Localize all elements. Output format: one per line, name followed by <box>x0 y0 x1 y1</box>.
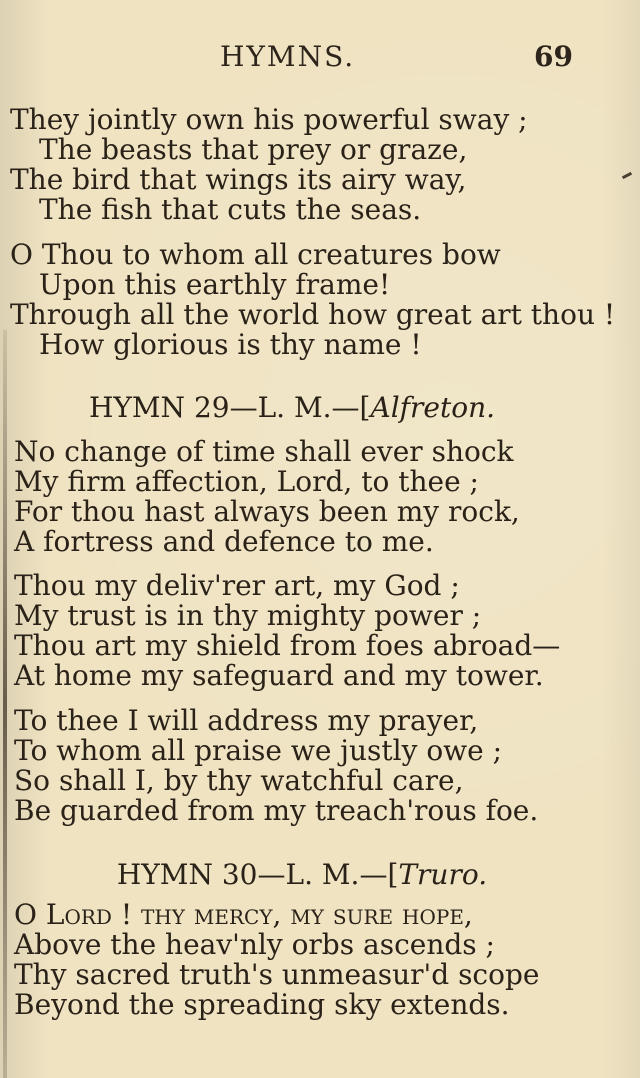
hymn-29-stanza-1 <box>14 437 574 557</box>
verse-line: The bird that wings its airy way, <box>10 163 467 196</box>
verse-line: They jointly own his powerful sway ; <box>10 103 528 136</box>
verse-line: Thou my deliv'rer art, my God ; <box>14 569 460 602</box>
verse-line: The fish that cuts the seas. <box>39 193 422 226</box>
hymn-29-title <box>0 393 612 423</box>
verse-line: So shall I, by thy watchful care, <box>14 764 464 797</box>
verse-line: No change of time shall ever shock <box>14 435 514 468</box>
hymn-30-tune: Truro. <box>398 858 488 891</box>
hymn-29-tune: Alfreton. <box>370 391 496 424</box>
hymn-28-stanza-2 <box>10 238 616 361</box>
hymn-29-stanza-2 <box>14 571 574 691</box>
hymn-29-number: HYMN 29—L. M.—[ <box>88 391 371 424</box>
verse-line: A fortress and defence to me. <box>14 525 434 558</box>
verse-line: Through all the world how great art thou ! <box>10 298 616 331</box>
page-number: 69 <box>534 40 573 73</box>
hymn-30-stanza-1 <box>14 900 574 1020</box>
verse-line: For thou hast always been my rock, <box>14 495 520 528</box>
verse-line: How glorious is thy name ! <box>39 328 422 361</box>
ink-mark <box>622 172 632 179</box>
verse-line: Thy sacred truth's unmeasur'd scope <box>14 958 540 991</box>
verse-line: At home my safeguard and my tower. <box>14 659 544 692</box>
verse-line: Above the heav'nly orbs ascends ; <box>14 928 495 961</box>
hymn-29-stanza-3 <box>14 706 574 826</box>
verse-line: To whom all praise we justly owe ; <box>14 734 503 767</box>
verse-line: Thou art my shield from foes abroad— <box>14 629 561 662</box>
verse-line: My trust is in thy mighty power ; <box>14 599 482 632</box>
verse-line: Be guarded from my treach'rous foe. <box>14 794 539 827</box>
verse-line: O Lord ! thy mercy, my sure hope, <box>14 898 473 931</box>
hymn-30-number: HYMN 30—L. M.—[ <box>116 858 399 891</box>
verse-line: Beyond the spreading sky extends. <box>14 988 510 1021</box>
verse-line: Upon this earthly frame! <box>39 268 391 301</box>
page-header <box>0 40 640 80</box>
hymn-28-stanza-1 <box>10 105 570 225</box>
verse-line: To thee I will address my prayer, <box>14 704 479 737</box>
verse-line: The beasts that prey or graze, <box>39 133 468 166</box>
page-binding-shadow <box>3 330 7 1078</box>
running-head: HYMNS. <box>220 40 356 73</box>
verse-line: My firm affection, Lord, to thee ; <box>14 465 479 498</box>
hymn-30-title <box>0 860 622 890</box>
verse-line: O Thou to whom all creatures bow <box>10 238 501 271</box>
